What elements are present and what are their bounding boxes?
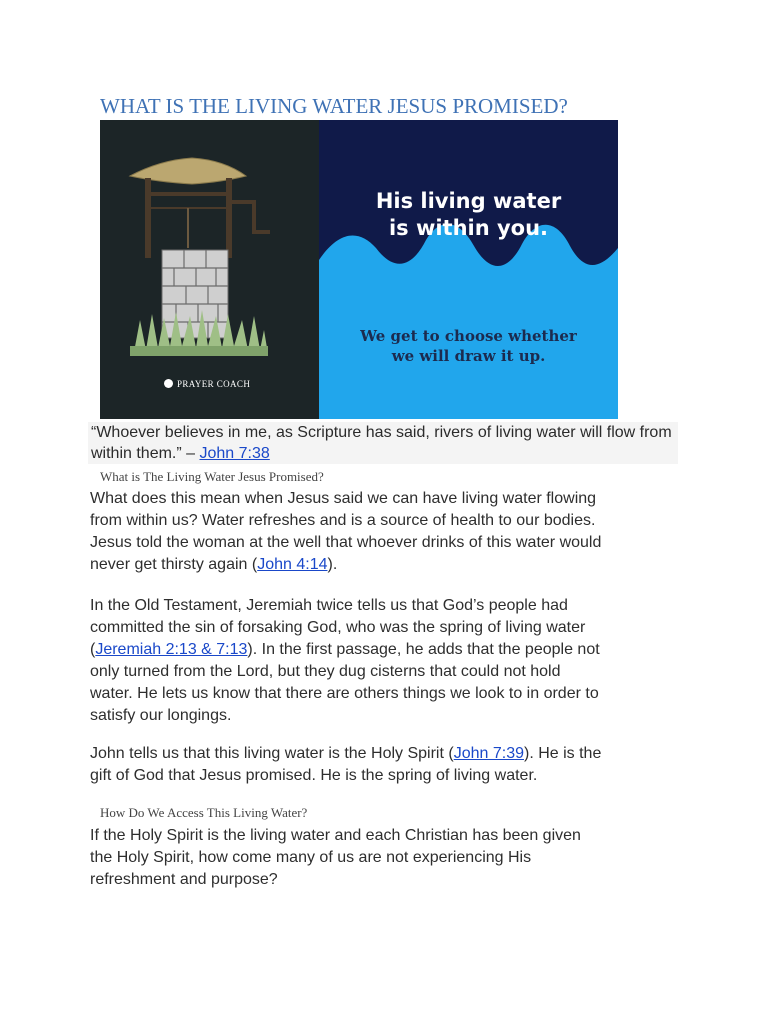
paragraph-line: satisfy our longings. [90, 707, 232, 724]
line-text: John tells us that this living water is the Holy Spirit ( [90, 745, 454, 762]
quote-text: “Whoever believes in me, as Scripture has said, rivers of living water will flow from within them.” – [91, 424, 672, 462]
paragraph-line: from within us? Water refreshes and is a source of health to our bodies. [90, 512, 596, 529]
line-text: never get thirsty again ( [90, 556, 258, 573]
paragraph-old-testament [90, 595, 710, 727]
paragraph-access [90, 825, 710, 891]
line-text: ). He is the [523, 745, 602, 762]
paragraph-line [90, 743, 710, 765]
paragraph-line [90, 639, 710, 661]
hero-headline [319, 188, 618, 242]
paragraph-line: gift of God that Jesus promised. He is the spring of living water. [90, 767, 538, 784]
paragraph-line: In the Old Testament, Jeremiah twice tells us that God’s people had [90, 597, 568, 614]
line-text: ). [327, 556, 338, 573]
line-text: ( [90, 641, 96, 658]
paragraph-line: committed the sin of forsaking God, who was the spring of living water [90, 619, 586, 636]
paragraph-holy-spirit [90, 743, 710, 787]
paragraph-line: If the Holy Spirit is the living water and each Christian has been given [90, 827, 581, 844]
link-jeremiah-2-13[interactable]: Jeremiah 2:13 & 7:13 [95, 641, 248, 658]
prayer-coach-logo-icon [164, 379, 173, 388]
page-title: WHAT IS THE LIVING WATER JESUS PROMISED? [100, 94, 568, 118]
hero-headline-line: His living water [375, 189, 562, 213]
section-heading-living-water: What is The Living Water Jesus Promised? [100, 469, 324, 484]
brand-name: PRAYER COACH [177, 379, 251, 389]
scripture-quote [88, 422, 678, 464]
paragraph-line: water. He lets us know that there are others things we look to in order to [90, 685, 599, 702]
hero-tagline-line: We get to choose whether [360, 327, 577, 345]
link-john-7-38[interactable]: John 7:38 [199, 445, 270, 462]
hero-tagline-line: we will draw it up. [391, 347, 546, 365]
link-john-7-39[interactable]: John 7:39 [453, 745, 524, 762]
hero-headline-line: is within you. [388, 216, 549, 240]
line-text: ). In the first passage, he adds that the people not [247, 641, 600, 658]
link-john-4-14[interactable]: John 4:14 [257, 556, 328, 573]
paragraph-line: only turned from the Lord, but they dug cisterns that could not hold [90, 663, 561, 680]
paragraph-living-water-meaning [90, 488, 710, 576]
paragraph-line [90, 554, 710, 576]
hero-image [100, 120, 618, 419]
paragraph-line: Jesus told the woman at the well that whoever drinks of this water would [90, 534, 602, 551]
paragraph-line: What does this mean when Jesus said we can have living water flowing [90, 490, 597, 507]
section-heading-access: How Do We Access This Living Water? [100, 805, 308, 820]
wishing-well-illustration [100, 120, 618, 419]
hero-tagline [319, 326, 618, 366]
paragraph-line: the Holy Spirit, how come many of us are not experiencing His [90, 849, 532, 866]
brand-watermark [164, 379, 250, 389]
paragraph-line: refreshment and purpose? [90, 871, 278, 888]
